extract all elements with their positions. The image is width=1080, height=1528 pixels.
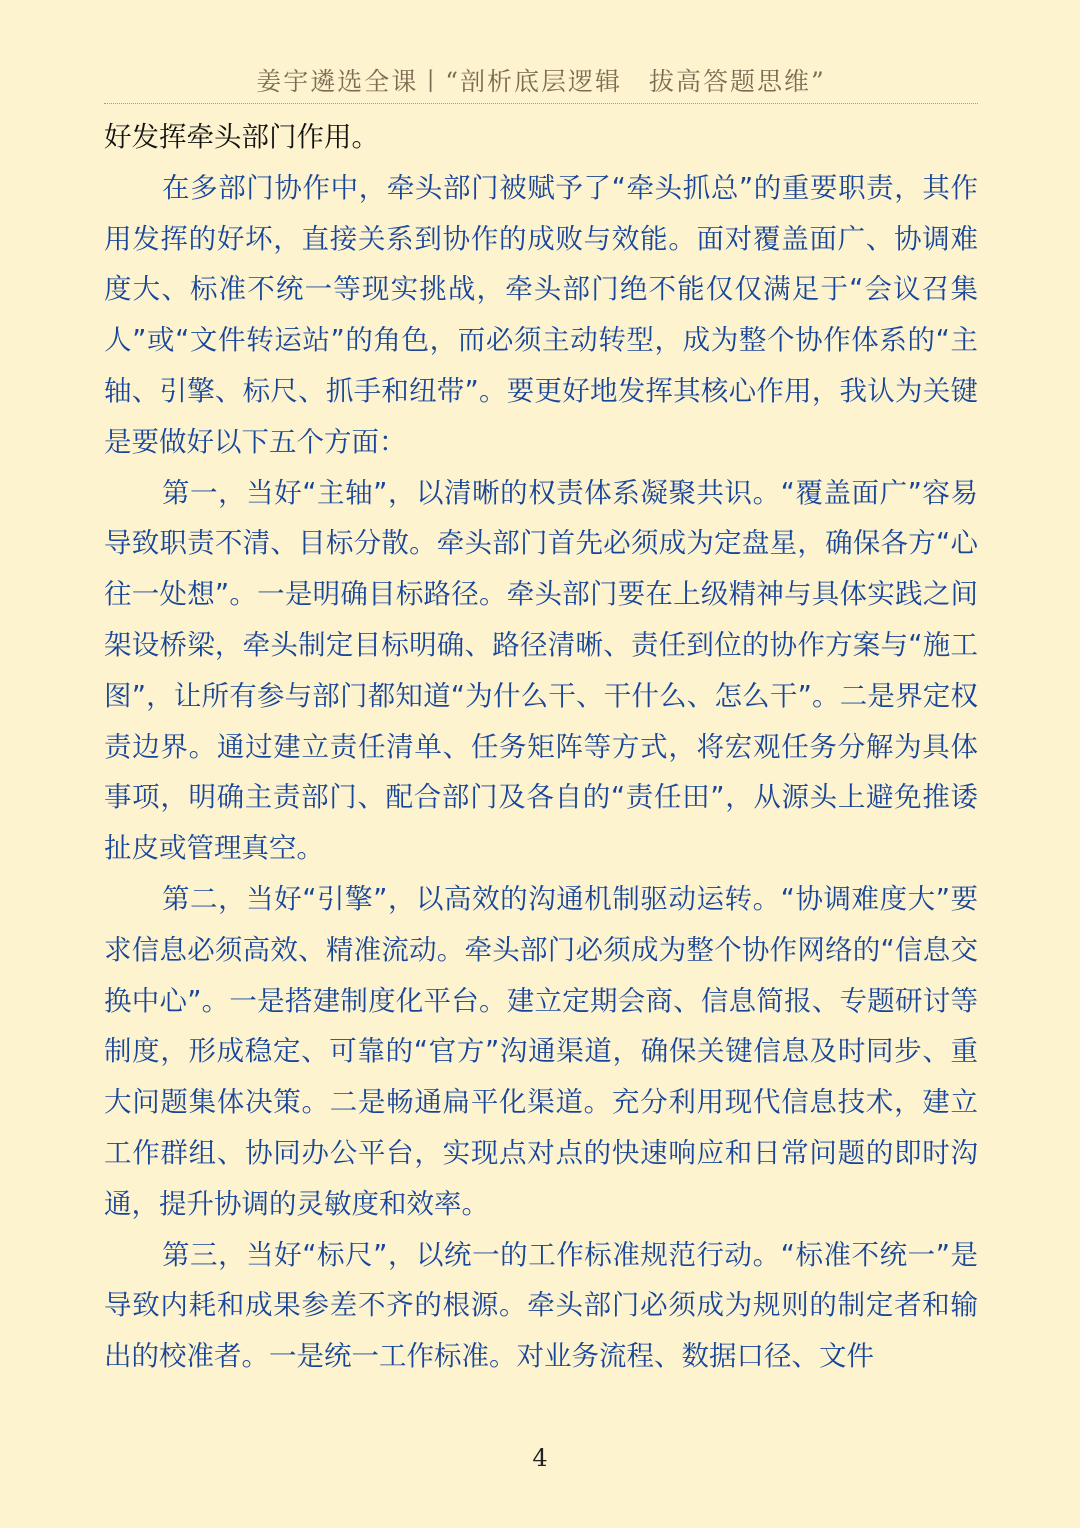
page-number: 4	[532, 1444, 548, 1472]
page-header-title: 姜宇遴选全课丨“剖析底层逻辑 拔高答题思维”	[256, 67, 826, 96]
paragraph-continuation: 好发挥牵头部门作用。	[104, 121, 379, 153]
paragraph-point-two: 第二，当好“引擎”，以高效的沟通机制驱动运转。“协调难度大”要求信息必须高效、精准流动。牵头部门必须成为整个协作网络的“信息交换中心”。一是搭建制度化平台。建立定期会商、信息简报、专题研讨等制度，形成稳定、可靠的“官方”沟通渠道，确保关键信息及时同步、重大问题集体决策。二是畅通扁平化渠道。充分利用现代信息技术，建立工作群组、协同办公平台，实现点对点的快速响应和日常问题的即时沟通，提升协调的灵敏度和效率。	[104, 882, 978, 1220]
document-body	[104, 112, 978, 1382]
header-divider	[104, 103, 978, 104]
paragraph-point-one: 第一，当好“主轴”，以清晰的权责体系凝聚共识。“覆盖面广”容易导致职责不清、目标分散。牵头部门首先必须成为定盘星，确保各方“心往一处想”。一是明确目标路径。牵头部门要在上级精神与具体实践之间架设桥梁，牵头制定目标明确、路径清晰、责任到位的协作方案与“施工图”，让所有参与部门都知道“为什么干、干什么、怎么干”。二是界定权责边界。通过建立责任清单、任务矩阵等方式，将宏观任务分解为具体事项，明确主责部门、配合部门及各自的“责任田”，从源头上避免推诿扯皮或管理真空。	[104, 476, 978, 865]
paragraph-point-three: 第三，当好“标尺”，以统一的工作标准规范行动。“标准不统一”是导致内耗和成果参差不齐的根源。牵头部门必须成为规则的制定者和输出的校准者。一是统一工作标准。对业务流程、数据口径、文件	[104, 1238, 978, 1373]
paragraph-intro: 在多部门协作中，牵头部门被赋予了“牵头抓总”的重要职责，其作用发挥的好坏，直接关系到协作的成败与效能。面对覆盖面广、协调难度大、标准不统一等现实挑战，牵头部门绝不能仅仅满足于“会议召集人”或“文件转运站”的角色，而必须主动转型，成为整个协作体系的“主轴、引擎、标尺、抓手和纽带”。要更好地发挥其核心作用，我认为关键是要做好以下五个方面：	[104, 171, 978, 458]
